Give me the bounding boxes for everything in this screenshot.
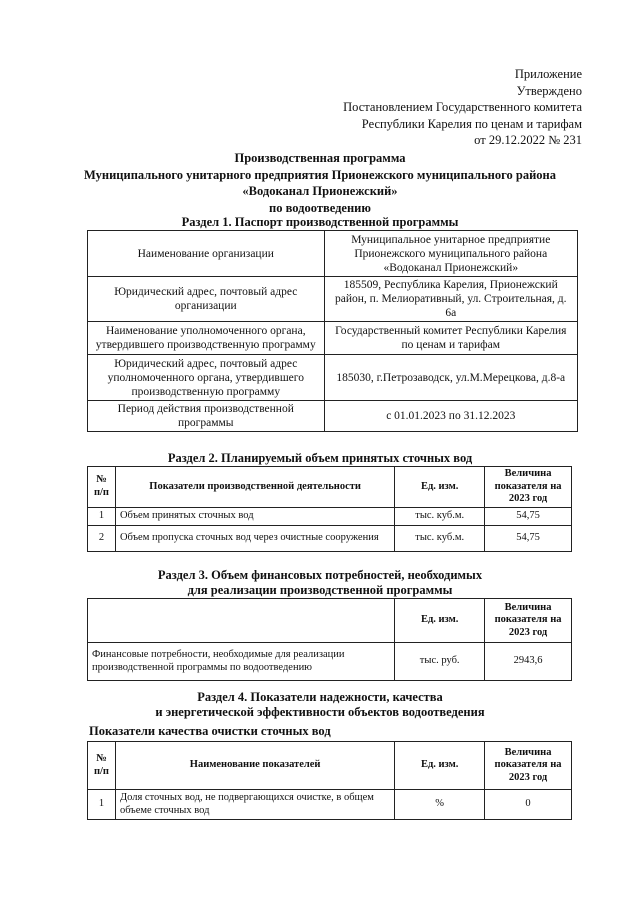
col-header-name: Показатели производственной деятельности bbox=[115, 467, 394, 508]
cell-unit: % bbox=[395, 790, 485, 820]
section2-title: Раздел 2. Планируемый объем принятых сточных вод bbox=[167, 451, 473, 465]
title-line: Муниципального унитарного предприятия Прионежского муниципального района bbox=[84, 167, 556, 182]
table-row bbox=[88, 355, 578, 401]
section4-title-line: Раздел 4. Показатели надежности, качества bbox=[197, 690, 443, 704]
table-row bbox=[88, 401, 578, 432]
cell-value: 0 bbox=[485, 790, 572, 820]
approval-line: Республики Карелия по ценам и тарифам bbox=[361, 116, 582, 131]
cell-name: Финансовые потребности, необходимые для реализации производственной программы по водоотведению bbox=[88, 643, 395, 681]
col-header-unit: Ед. изм. bbox=[395, 742, 485, 790]
table-header-row bbox=[88, 599, 572, 643]
approval-line: Постановлением Государственного комитета bbox=[343, 100, 582, 114]
col-header-unit: Ед. изм. bbox=[395, 467, 485, 508]
col-header-num: № п/п bbox=[88, 742, 116, 790]
col-header-value: Величина показателя на 2023 год bbox=[485, 467, 572, 508]
finance-table bbox=[87, 598, 572, 681]
table-row bbox=[88, 643, 572, 681]
cell-name: Доля сточных вод, не подвергающихся очистке, в общем объеме сточных вод bbox=[115, 790, 394, 820]
row-value: 185030, г.Петрозаводск, ул.М.Мерецкова, д.8-а bbox=[324, 355, 577, 401]
col-header-unit: Ед. изм. bbox=[395, 599, 485, 643]
table-row bbox=[88, 231, 578, 277]
passport-table bbox=[87, 230, 578, 432]
table-row bbox=[88, 322, 578, 355]
cell-value: 54,75 bbox=[485, 507, 572, 525]
approval-block bbox=[343, 66, 582, 149]
title-line: Производственная программа bbox=[234, 151, 406, 165]
cell-unit: тыс. руб. bbox=[395, 643, 485, 681]
col-header-value: Величина показателя на 2023 год bbox=[485, 742, 572, 790]
table-row bbox=[88, 790, 572, 820]
row-value: Муниципальное унитарное предприятие Прионежского муниципального района «Водоканал Прионежский» bbox=[324, 231, 577, 277]
col-header-num: № п/п bbox=[88, 467, 116, 508]
table-header-row bbox=[88, 742, 572, 790]
row-label: Наименование организации bbox=[88, 231, 325, 277]
cell-unit: тыс. куб.м. bbox=[395, 525, 485, 551]
table-row bbox=[88, 277, 578, 322]
approval-line: Утверждено bbox=[516, 83, 582, 98]
section1-title: Раздел 1. Паспорт производственной программы bbox=[181, 215, 459, 229]
approval-line: от 29.12.2022 № 231 bbox=[474, 133, 582, 147]
table-row bbox=[88, 525, 572, 551]
section4-subtitle: Показатели качества очистки сточных вод bbox=[89, 724, 331, 738]
cell-name: Объем принятых сточных вод bbox=[115, 507, 394, 525]
col-header-name: Наименование показателей bbox=[115, 742, 394, 790]
row-label: Период действия производственной программы bbox=[88, 401, 325, 432]
cell-unit: тыс. куб.м. bbox=[395, 507, 485, 525]
row-label: Юридический адрес, почтовый адрес уполномоченного органа, утвердившего производственную программу bbox=[88, 355, 325, 401]
cell-num: 1 bbox=[88, 507, 116, 525]
col-header-value: Величина показателя на 2023 год bbox=[485, 599, 572, 643]
section4-title-line: и энергетической эффективности объектов водоотведения bbox=[155, 705, 485, 719]
table-row bbox=[88, 507, 572, 525]
title-line: по водоотведению bbox=[269, 200, 371, 215]
section3-title-line: Раздел 3. Объем финансовых потребностей, необходимых bbox=[157, 568, 483, 582]
col-header-empty bbox=[88, 599, 395, 643]
approval-line: Приложение bbox=[514, 67, 582, 81]
row-label: Наименование уполномоченного органа, утвердившего производственную программу bbox=[88, 322, 325, 355]
volume-table bbox=[87, 466, 572, 552]
cell-value: 2943,6 bbox=[485, 643, 572, 681]
section3-title bbox=[60, 568, 580, 598]
title-line: «Водоканал Прионежский» bbox=[242, 184, 398, 198]
section3-title-line: для реализации производственной программы bbox=[187, 583, 453, 597]
document-title bbox=[60, 150, 580, 216]
table-header-row bbox=[88, 467, 572, 508]
cell-num: 1 bbox=[88, 790, 116, 820]
row-value: с 01.01.2023 по 31.12.2023 bbox=[324, 401, 577, 432]
cell-value: 54,75 bbox=[485, 525, 572, 551]
cell-num: 2 bbox=[88, 525, 116, 551]
row-label: Юридический адрес, почтовый адрес организации bbox=[88, 277, 325, 322]
row-value: Государственный комитет Республики Карелия по ценам и тарифам bbox=[324, 322, 577, 355]
row-value: 185509, Республика Карелия, Прионежский район, п. Мелиоративный, ул. Строительная, д. 6а bbox=[324, 277, 577, 322]
quality-table bbox=[87, 741, 572, 820]
section4-title bbox=[60, 690, 580, 720]
cell-name: Объем пропуска сточных вод через очистные сооружения bbox=[115, 525, 394, 551]
